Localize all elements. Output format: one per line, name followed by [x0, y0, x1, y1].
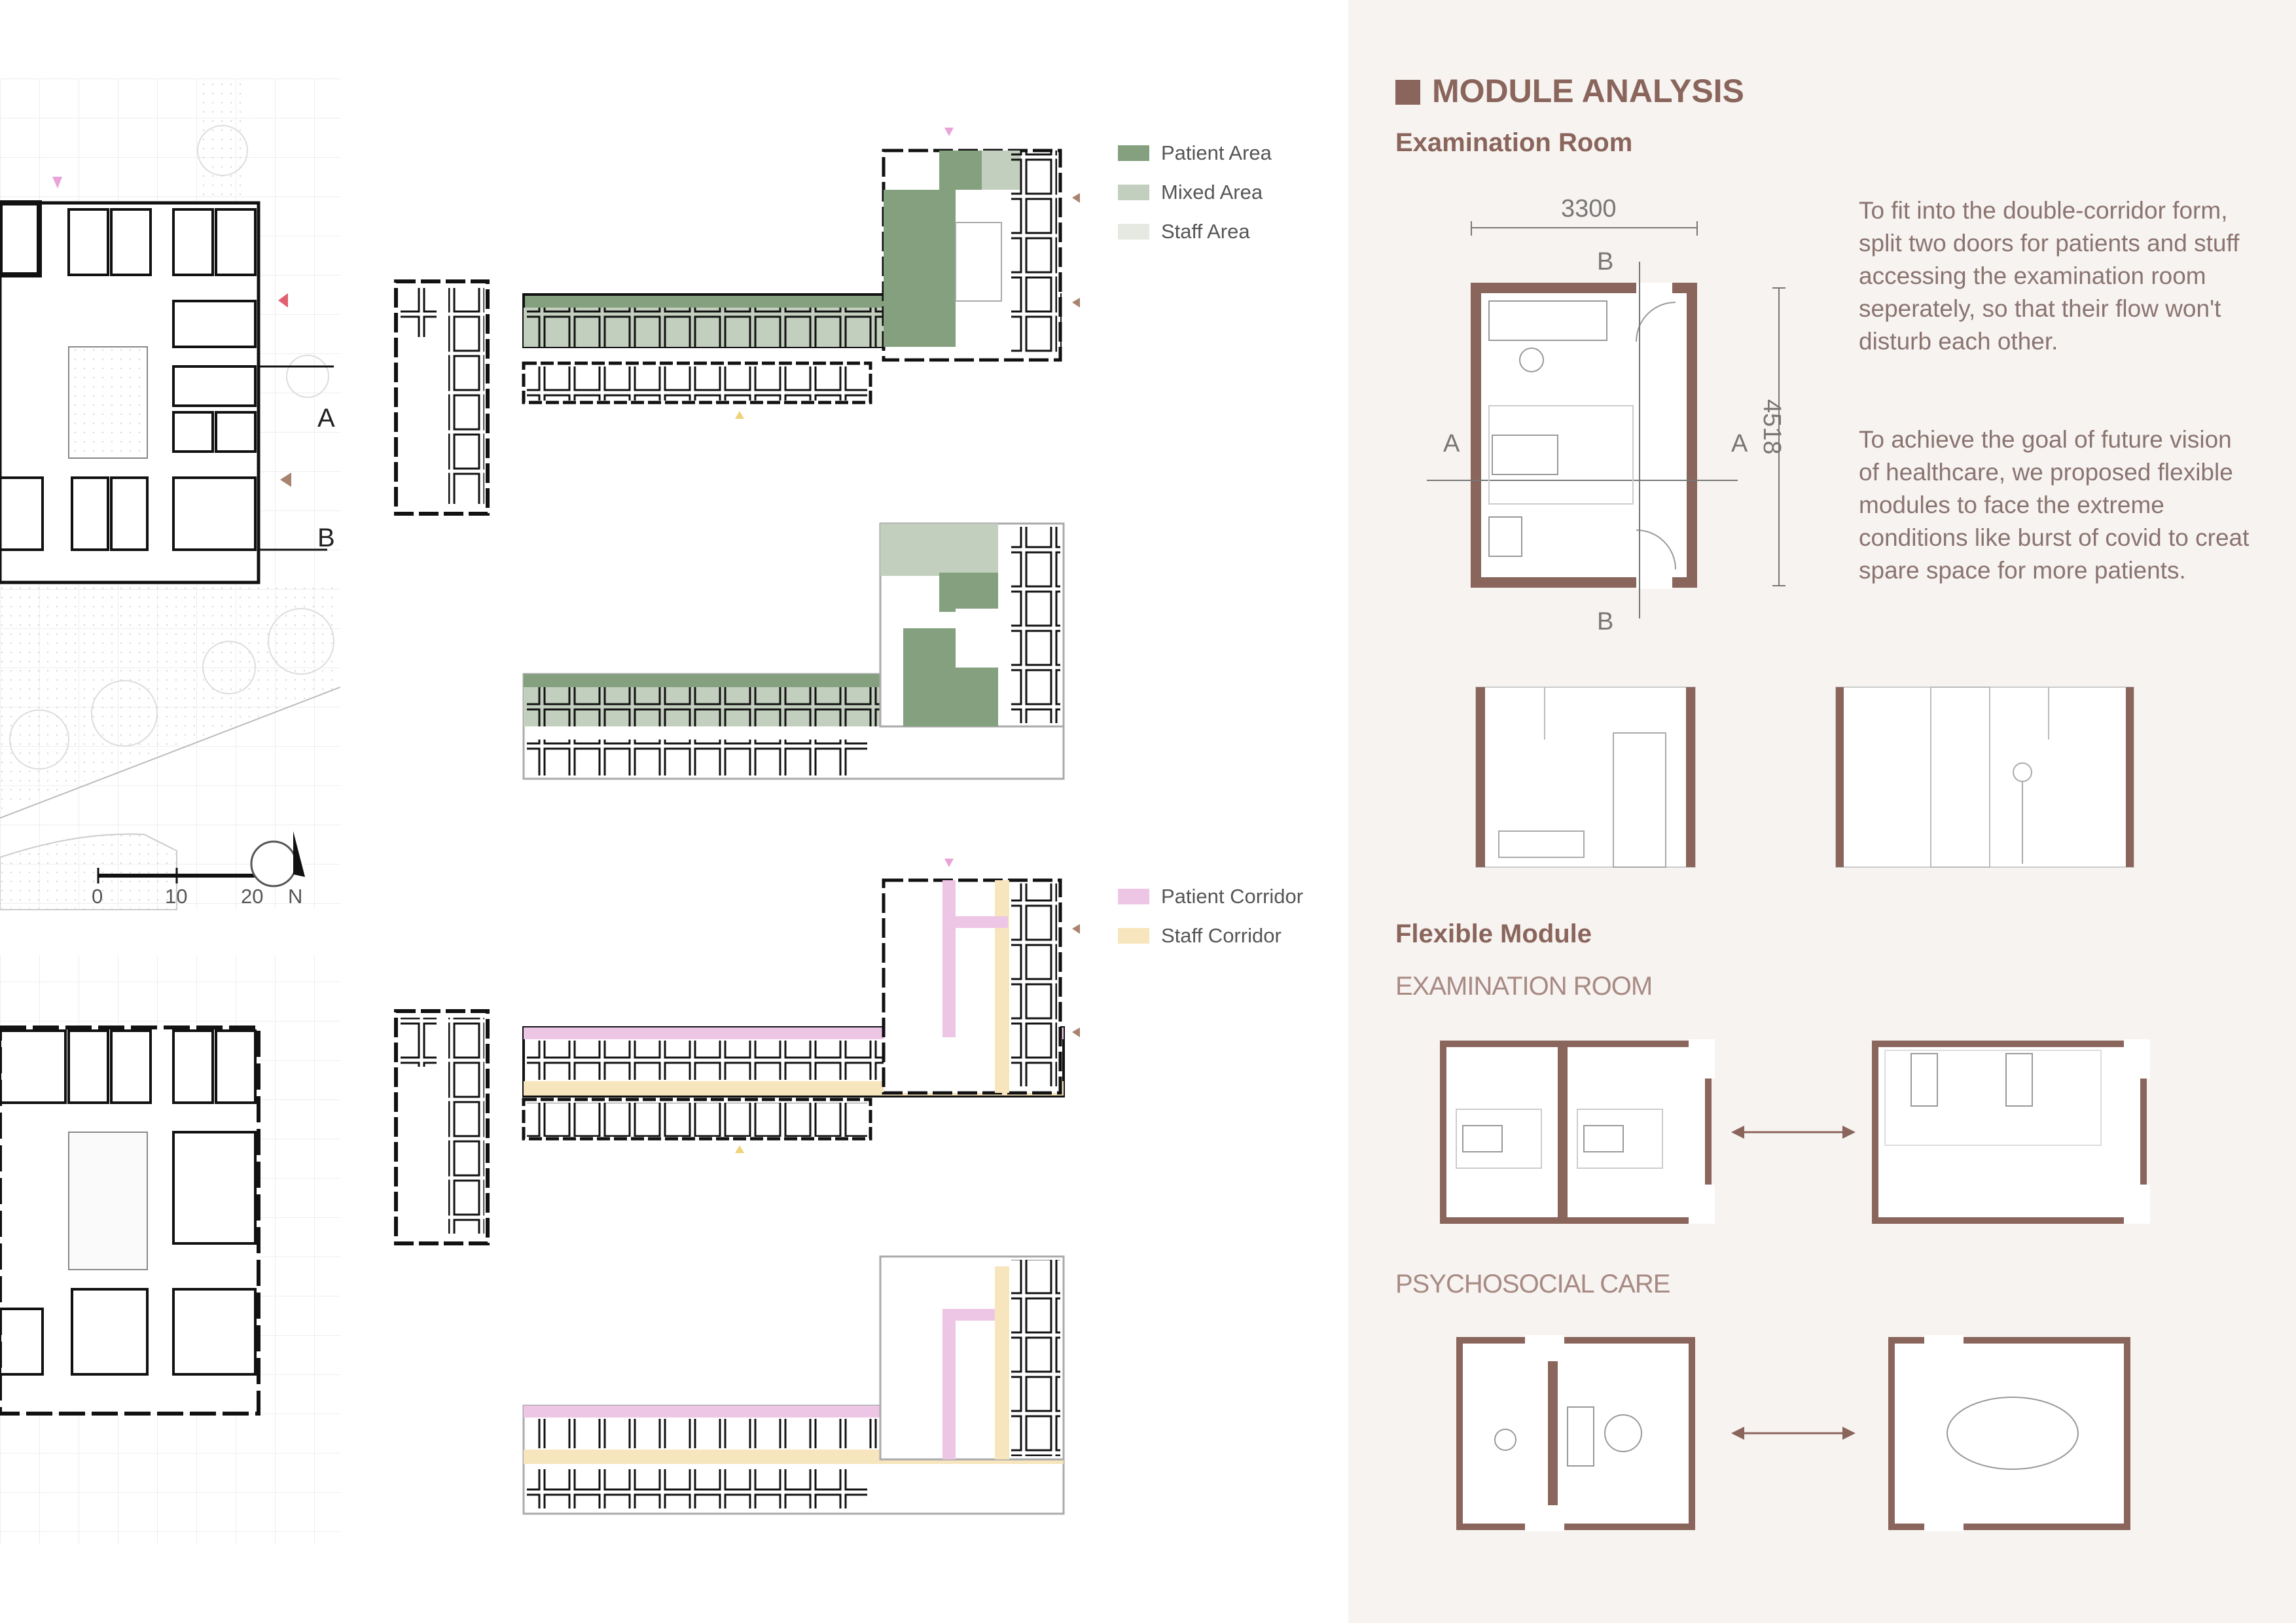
title-square-icon: [1395, 80, 1420, 105]
flex-exam-after: [1875, 1039, 2150, 1224]
legend-label: Staff Corridor: [1161, 924, 1282, 947]
flex-exam-before: [1443, 1039, 1715, 1224]
scale-label-10: 10: [165, 885, 188, 908]
legend-label: Mixed Area: [1161, 181, 1263, 204]
section-b-top: B: [1597, 248, 1614, 276]
section-a-left: A: [1443, 430, 1460, 457]
scale-label-0: 0: [92, 885, 103, 908]
site-plan-lower: [0, 955, 340, 1544]
legend-label: Staff Area: [1161, 220, 1250, 243]
legend-item: [1118, 877, 1303, 916]
exam-room-section-a: [1476, 687, 1695, 867]
site-section-a: A: [317, 404, 335, 433]
legend-areas: [1118, 134, 1272, 251]
legend-item: [1118, 173, 1272, 212]
floor-plan-areas-upper: [396, 128, 1080, 514]
dimension-depth: 4518: [1758, 399, 1785, 455]
legend-item: [1118, 134, 1272, 173]
legend-swatch: [1118, 928, 1149, 944]
exam-room-section-b: [1836, 687, 2134, 867]
section-b-bottom: B: [1597, 608, 1614, 635]
exam-room-heading: Examination Room: [1395, 128, 1633, 157]
site-plan-upper: [0, 79, 340, 910]
section-a-right: A: [1731, 430, 1748, 457]
dimension-width: 3300: [1561, 195, 1617, 223]
legend-label: Patient Area: [1161, 141, 1272, 164]
flex-psycho-after: [1892, 1335, 2127, 1531]
flex-exam-arrow-icon: [1731, 1126, 1856, 1139]
flex-psycho-arrow-icon: [1731, 1427, 1856, 1440]
legend-item: [1118, 916, 1303, 955]
flexible-module-heading: Flexible Module: [1395, 919, 1592, 948]
legend-swatch: [1118, 889, 1149, 904]
exam-room-plan: [1427, 221, 1785, 618]
legend-swatch: [1118, 224, 1149, 240]
legend-item: [1118, 212, 1272, 251]
page-title: MODULE ANALYSIS: [1432, 73, 1744, 109]
scale-label-20: 20: [241, 885, 264, 908]
legend-swatch: [1118, 145, 1149, 161]
floor-plan-corridors-lower: [524, 1257, 1064, 1514]
legend-label: Patient Corridor: [1161, 885, 1304, 908]
floor-plan-corridors-upper: [396, 859, 1080, 1243]
paragraph-flexible: To achieve the goal of future vision of healthcare, we proposed flexible modules to face the extreme conditions like burst of covid to creat spare space for more patients.: [1859, 426, 2250, 584]
subheading-exam-room: EXAMINATION ROOM: [1395, 972, 1653, 1001]
paragraph-doors: To fit into the double-corridor form, split two doors for patients and stuff accessing the examination room seperately, so that their flow won't disturb each other.: [1859, 197, 2240, 355]
legend-corridors: [1118, 877, 1303, 955]
floor-plan-areas-lower: [524, 524, 1064, 779]
subheading-psychosocial: PSYCHOSOCIAL CARE: [1395, 1270, 1670, 1298]
flex-psycho-before: [1460, 1335, 1692, 1531]
north-label: N: [288, 885, 303, 908]
site-section-b: B: [317, 524, 335, 552]
legend-swatch: [1118, 185, 1149, 200]
